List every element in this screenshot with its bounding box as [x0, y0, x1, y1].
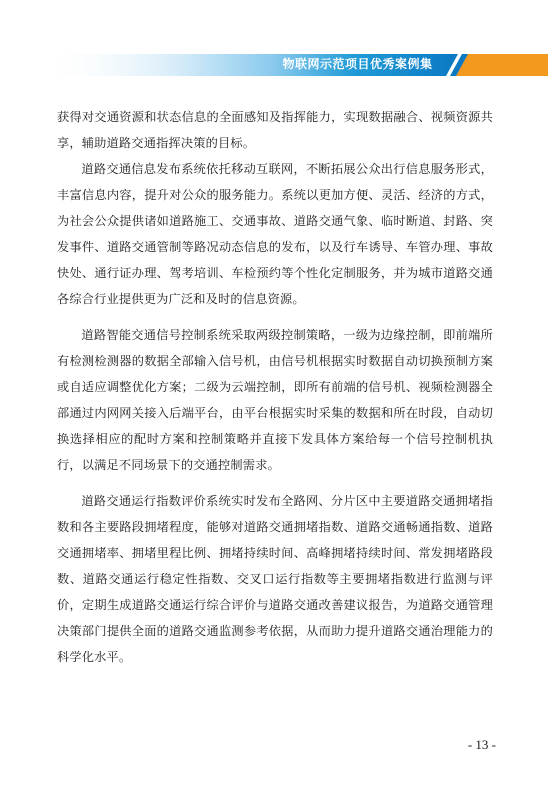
- body-text: [57, 104, 493, 670]
- paragraph-signal-control-system: 道路智能交通信号控制系统采取两级控制策略，一级为边缘控制，即前端所有检测检测器的数据全部输入信号机，由信号机根据实时数据自动切换预制方案或自适应调整优化方案；二级为云端控制，即所有前端的信号机、视频检测器全部通过内网网关接入后端平台，由平台根据实时采集的数据和所在时段，自动切换选择相应的配时方案和控制策略并直接下发具体方案给每一个信号控制机执行，以满足不同场景下的交通控制需求。: [57, 328, 493, 472]
- page-number: - 13 -: [467, 737, 496, 752]
- header-title: 物联网示范项目优秀案例集: [282, 57, 433, 71]
- paragraph-continuation: 获得对交通资源和状态信息的全面感知及指挥能力，实现数据融合、视频资源共享，辅助道路交通指挥决策的目标。: [57, 110, 493, 150]
- paragraph-info-release-system: 道路交通信息发布系统依托移动互联网，不断拓展公众出行信息服务形式，丰富信息内容，提升对公众的服务能力。系统以更加方便、灵活、经济的方式，为社会公众提供诸如道路施工、交通事故、道路交通气象、临时断道、封路、突发事件、道路交通管制等路况动态信息的发布，以及行车诱导、车管办理、事故快处、通行证办理、驾考培训、车检预约等个性化定制服务，并为城市道路交通各综合行业提供更为广泛和及时的信息资源。: [57, 162, 493, 306]
- banner-orange-tab: [456, 54, 548, 76]
- paragraph-traffic-index-system: 道路交通运行指数评价系统实时发布全路网、分片区中主要道路交通拥堵指数和各主要路段拥堵程度，能够对道路交通拥堵指数、道路交通畅通指数、道路交通拥堵率、拥堵里程比例、拥堵持续时间、高峰拥堵持续时间、常发拥堵路段数、道路交通运行稳定性指数、交叉口运行指数等主要拥堵指数进行监测与评价，定期生成道路交通运行综合评价与道路交通改善建议报告，为道路交通管理决策部门提供全面的道路交通监测参考依据，从而助力提升道路交通治理能力的科学化水平。: [57, 494, 493, 664]
